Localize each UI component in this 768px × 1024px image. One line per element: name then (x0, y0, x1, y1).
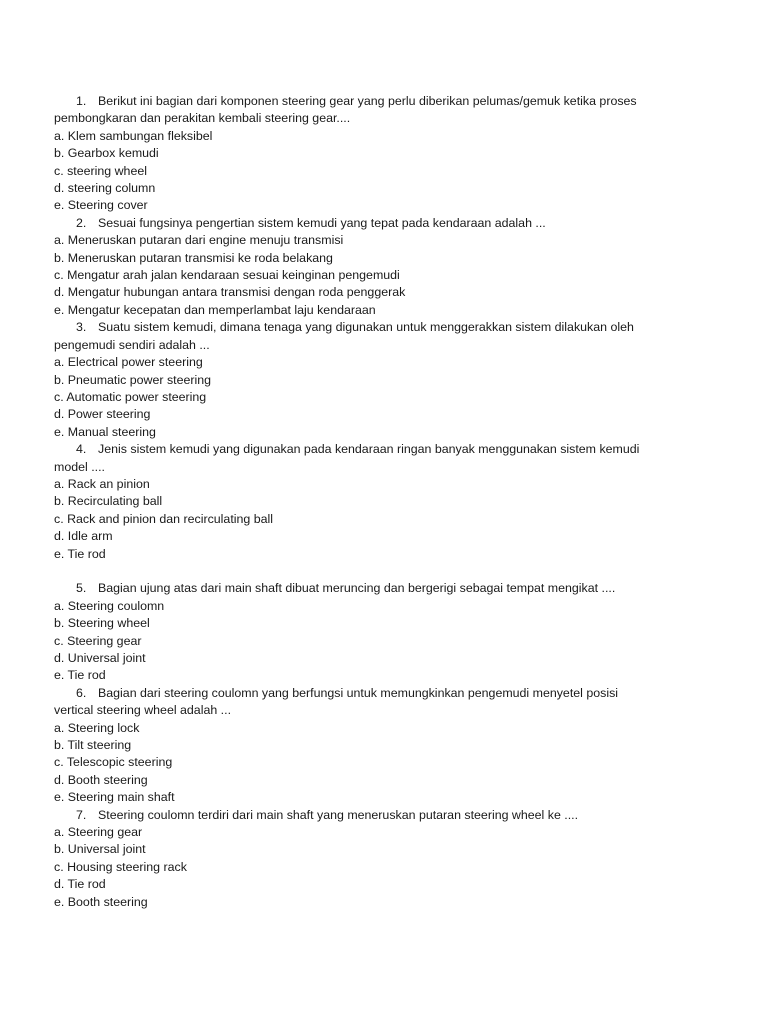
question-number: 3. (76, 320, 87, 335)
question-text: Bagian dari steering coulomn yang berfungsi untuk memungkinkan pengemudi menyetel posisi (98, 685, 619, 700)
option-a: a. Meneruskan putaran dari engine menuju transmisi (54, 233, 344, 248)
option-c: c. Mengatur arah jalan kendaraan sesuai keinginan pengemudi (54, 268, 400, 283)
question-number: 7. (76, 807, 87, 822)
option-c: c. steering wheel (54, 163, 147, 178)
question-6 (54, 685, 734, 807)
question-5 (54, 580, 734, 684)
question-7-line (54, 807, 734, 824)
question-4 (54, 441, 734, 563)
blank-line (54, 563, 734, 580)
question-7 (54, 807, 734, 911)
question-1-line (54, 93, 734, 110)
question-5-line (54, 580, 734, 597)
option-e: e. Steering cover (54, 198, 148, 213)
question-3-line (54, 319, 734, 336)
option-b: b. Universal joint (54, 842, 146, 857)
option-b: b. Steering wheel (54, 616, 150, 631)
option-b: b. Recirculating ball (54, 494, 163, 509)
question-text: Sesuai fungsinya pengertian sistem kemudi yang tepat pada kendaraan adalah ... (98, 215, 546, 230)
question-text: Bagian ujung atas dari main shaft dibuat meruncing dan bergerigi sebagai tempat mengikat .... (98, 581, 616, 596)
option-b: b. Tilt steering (54, 738, 132, 753)
document-page (54, 93, 734, 911)
question-3 (54, 319, 734, 441)
option-d: d. Power steering (54, 407, 151, 422)
question-text: Suatu sistem kemudi, dimana tenaga yang digunakan untuk menggerakkan sistem dilakukan oleh (98, 320, 634, 335)
option-a: a. Steering gear (54, 825, 143, 840)
question-2 (54, 215, 734, 319)
option-a: a. Rack an pinion (54, 476, 150, 491)
option-e: e. Tie rod (54, 668, 106, 683)
question-number: 4. (76, 442, 87, 457)
question-6-line (54, 685, 734, 702)
question-text-continued: vertical steering wheel adalah ... (54, 703, 232, 718)
question-text: Jenis sistem kemudi yang digunakan pada kendaraan ringan banyak menggunakan sistem kemudi (98, 442, 640, 457)
option-d: d. Universal joint (54, 650, 146, 665)
option-e: e. Mengatur kecepatan dan memperlambat laju kendaraan (54, 302, 376, 317)
option-b: b. Meneruskan putaran transmisi ke roda belakang (54, 250, 333, 265)
question-text-continued: pengemudi sendiri adalah ... (54, 337, 210, 352)
option-d: d. steering column (54, 181, 156, 196)
option-a: a. Klem sambungan fleksibel (54, 128, 213, 143)
option-e: e. Manual steering (54, 424, 156, 439)
question-2-line (54, 215, 734, 232)
question-number: 2. (76, 215, 87, 230)
option-d: d. Mengatur hubungan antara transmisi dengan roda penggerak (54, 285, 406, 300)
option-e: e. Booth steering (54, 894, 148, 909)
option-c: c. Rack and pinion dan recirculating ball (54, 511, 274, 526)
question-text: Steering coulomn terdiri dari main shaft yang meneruskan putaran steering wheel ke .... (98, 807, 579, 822)
option-b: b. Pneumatic power steering (54, 372, 212, 387)
option-a: a. Electrical power steering (54, 355, 203, 370)
option-e: e. Tie rod (54, 546, 106, 561)
option-d: d. Booth steering (54, 772, 148, 787)
question-text: Berikut ini bagian dari komponen steering gear yang perlu diberikan pelumas/gemuk ketika proses (98, 94, 637, 108)
question-number: 6. (76, 685, 87, 700)
option-e: e. Steering main shaft (54, 790, 175, 805)
option-c: c. Telescopic steering (54, 755, 173, 770)
option-a: a. Steering lock (54, 720, 140, 735)
question-1 (54, 93, 734, 215)
option-c: c. Steering gear (54, 633, 142, 648)
question-text-continued: pembongkaran dan perakitan kembali steering gear.... (54, 111, 351, 126)
option-c: c. Automatic power steering (54, 389, 207, 404)
option-c: c. Housing steering rack (54, 859, 187, 874)
option-d: d. Idle arm (54, 529, 113, 544)
option-b: b. Gearbox kemudi (54, 146, 159, 161)
question-text-continued: model .... (54, 459, 105, 474)
option-a: a. Steering coulomn (54, 598, 165, 613)
option-d: d. Tie rod (54, 877, 106, 892)
question-number: 1. (76, 94, 87, 108)
question-4-line (54, 441, 734, 458)
question-number: 5. (76, 581, 87, 596)
